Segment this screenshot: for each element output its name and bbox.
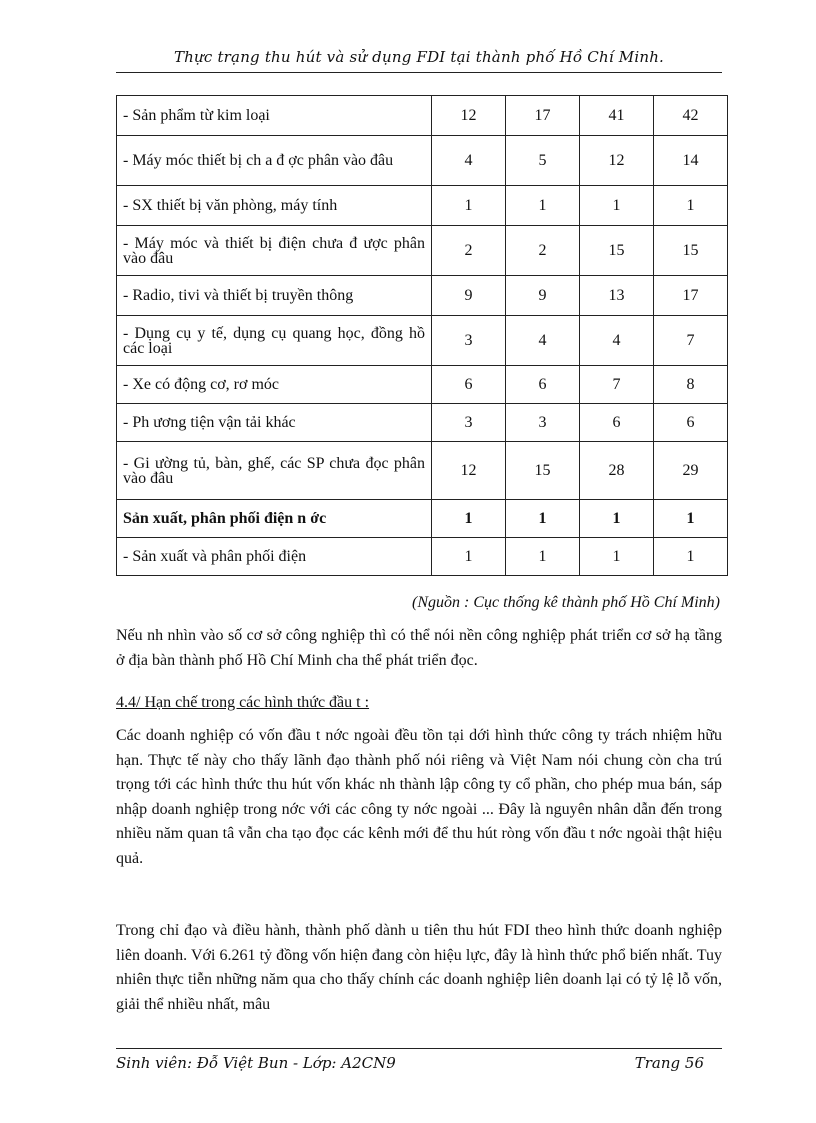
- table-row: [117, 276, 728, 316]
- row-label: - Xe có động cơ, rơ móc: [117, 366, 432, 404]
- row-value: 17: [506, 96, 580, 136]
- row-value: 1: [654, 538, 728, 576]
- row-value: 3: [506, 404, 580, 442]
- row-value: 6: [432, 366, 506, 404]
- row-value: 1: [506, 538, 580, 576]
- row-value: 2: [506, 226, 580, 276]
- row-value: 6: [506, 366, 580, 404]
- page-header-title: Thực trạng thu hút và sử dụng FDI tại thành phố Hồ Chí Minh.: [173, 48, 665, 66]
- row-value: 15: [654, 226, 728, 276]
- table-row: [117, 136, 728, 186]
- row-value: 1: [506, 500, 580, 538]
- table-row: [117, 500, 728, 538]
- paragraph-intro: Nếu nh nhìn vào số cơ sở công nghiệp thì có thể nói nền công nghiệp phát triển cơ sở hạ tầng ở địa bàn thành phố Hồ Chí Minh cha thể phát triển đọc.: [116, 627, 722, 669]
- row-value: 14: [654, 136, 728, 186]
- row-value: 1: [580, 538, 654, 576]
- row-value: 3: [432, 316, 506, 366]
- row-value: 6: [654, 404, 728, 442]
- row-value: 4: [580, 316, 654, 366]
- row-value: 15: [580, 226, 654, 276]
- row-value: 1: [580, 186, 654, 226]
- row-value: 15: [506, 442, 580, 500]
- table-row: [117, 404, 728, 442]
- table-row: [117, 186, 728, 226]
- row-value: 5: [506, 136, 580, 186]
- row-value: 4: [432, 136, 506, 186]
- row-value: 12: [580, 136, 654, 186]
- header-divider: [116, 72, 722, 73]
- paragraph-joint-venture: Trong chỉ đạo và điều hành, thành phố dành u tiên thu hút FDI theo hình thức doanh nghiệp liên doanh. Với 6.261 tỷ đồng vốn hiện đang còn hiệu lực, đây là hình thức phổ biến nhất. Tuy nhiên thực tiễn những năm qua cho thấy chính các doanh nghiệp liên doanh lại có tỷ lệ lỗ vốn, giải thể nhiều nhất, mâu: [116, 922, 722, 1013]
- row-label: - Dụng cụ y tế, dụng cụ quang học, đồng hồ các loại: [117, 316, 432, 366]
- row-value: 12: [432, 442, 506, 500]
- row-value: 9: [506, 276, 580, 316]
- table-row: [117, 96, 728, 136]
- row-label: - Gi ường tủ, bàn, ghế, các SP chưa đọc phân vào đâu: [117, 442, 432, 500]
- row-value: 42: [654, 96, 728, 136]
- footer-divider: [116, 1048, 722, 1049]
- row-label: Sản xuất, phân phối điện n ớc: [117, 500, 432, 538]
- footer-page-number: Trang 56: [634, 1054, 704, 1072]
- row-value: 1: [432, 500, 506, 538]
- row-label: - SX thiết bị văn phòng, máy tính: [117, 186, 432, 226]
- row-value: 29: [654, 442, 728, 500]
- table-source-note: (Nguồn : Cục thống kê thành phố Hồ Chí Minh): [412, 594, 720, 611]
- row-value: 9: [432, 276, 506, 316]
- row-label: - Radio, tivi và thiết bị truyền thông: [117, 276, 432, 316]
- row-value: 1: [654, 186, 728, 226]
- row-label: - Sản phẩm từ kim loại: [117, 96, 432, 136]
- row-value: 3: [432, 404, 506, 442]
- row-value: 17: [654, 276, 728, 316]
- row-label: - Sản xuất và phân phối điện: [117, 538, 432, 576]
- row-value: 1: [432, 538, 506, 576]
- row-value: 1: [654, 500, 728, 538]
- row-value: 6: [580, 404, 654, 442]
- row-value: 28: [580, 442, 654, 500]
- table-row: [117, 226, 728, 276]
- row-value: 7: [654, 316, 728, 366]
- footer-student: Sinh viên: Đỗ Việt Bun - Lớp: A2CN9: [116, 1054, 396, 1072]
- row-value: 4: [506, 316, 580, 366]
- row-label: - Máy móc và thiết bị điện chưa đ ược phân vào đâu: [117, 226, 432, 276]
- table-row: [117, 442, 728, 500]
- row-value: 1: [580, 500, 654, 538]
- row-value: 2: [432, 226, 506, 276]
- industry-table: [116, 95, 728, 576]
- row-value: 7: [580, 366, 654, 404]
- row-value: 12: [432, 96, 506, 136]
- paragraph-limitations: Các doanh nghiệp có vốn đầu t nớc ngoài đều tồn tại dới hình thức công ty trách nhiệm hữu hạn. Thực tế này cho thấy lãnh đạo thành phố nói riêng và Việt Nam nói chung còn cha trú trọng tới các hình thức thu hút vốn khác nh thành lập công ty cổ phần, cho phép mua bán, sáp nhập doanh nghiệp trong nớc với các công ty nớc ngoài ... Đây là nguyên nhân dẫn đến trong nhiều năm quan tâ vẫn cha tạo đọc các kênh mới để thu hút ròng vốn đầu t nớc ngoài thật hiệu quả.: [116, 727, 722, 867]
- row-value: 1: [432, 186, 506, 226]
- row-value: 1: [506, 186, 580, 226]
- row-value: 13: [580, 276, 654, 316]
- row-label: - Máy móc thiết bị ch a đ ợc phân vào đâu: [117, 136, 432, 186]
- table-row: [117, 366, 728, 404]
- section-heading: 4.4/ Hạn chế trong các hình thức đầu t :: [116, 694, 370, 711]
- table-row: [117, 538, 728, 576]
- row-value: 8: [654, 366, 728, 404]
- row-label: - Ph ương tiện vận tải khác: [117, 404, 432, 442]
- row-value: 41: [580, 96, 654, 136]
- table-row: [117, 316, 728, 366]
